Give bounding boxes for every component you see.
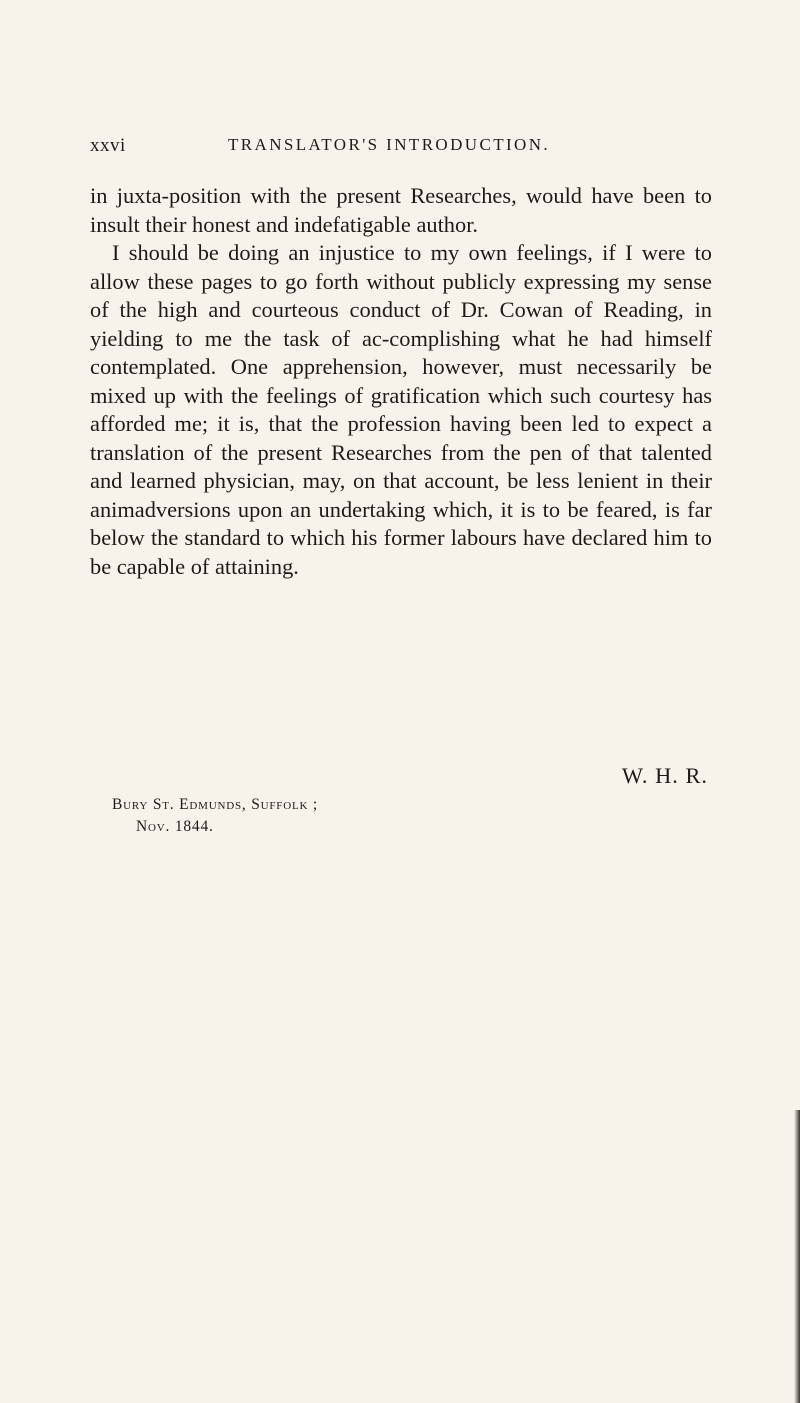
- signature-initials: W. H. R.: [621, 763, 708, 788]
- page-header: [90, 135, 710, 165]
- page-edge-shadow: [794, 1110, 800, 1403]
- paragraph-continued: in juxta-position with the present Researches, would have been to insult their honest and indefatigable author.: [90, 183, 712, 237]
- body-text: [90, 182, 712, 581]
- page-number: xxvi: [90, 135, 126, 156]
- dateline: [112, 794, 318, 838]
- running-head: TRANSLATOR'S INTRODUCTION.: [228, 135, 551, 154]
- paragraph-acknowledgement: I should be doing an injustice to my own feelings, if I were to allow these pages to go forth without publicly expressing my sense of the high and courteous conduct of Dr. Cowan of Reading, in yielding to me the task of ac-complishing what he had himself contemplated. One apprehension, however, must necessarily be mixed up with the feelings of gratification which such courtesy has afforded me; it is, that the profession having been led to expect a translation of the present Researches from the pen of that talented and learned physician, may, on that account, be less lenient in their animadversions upon an undertaking which, it is to be feared, is far below the standard to which his former labours have declared him to be capable of attaining.: [90, 240, 712, 579]
- dateline-date: Nov. 1844.: [136, 818, 214, 835]
- dateline-place: Bury St. Edmunds, Suffolk ;: [112, 796, 319, 813]
